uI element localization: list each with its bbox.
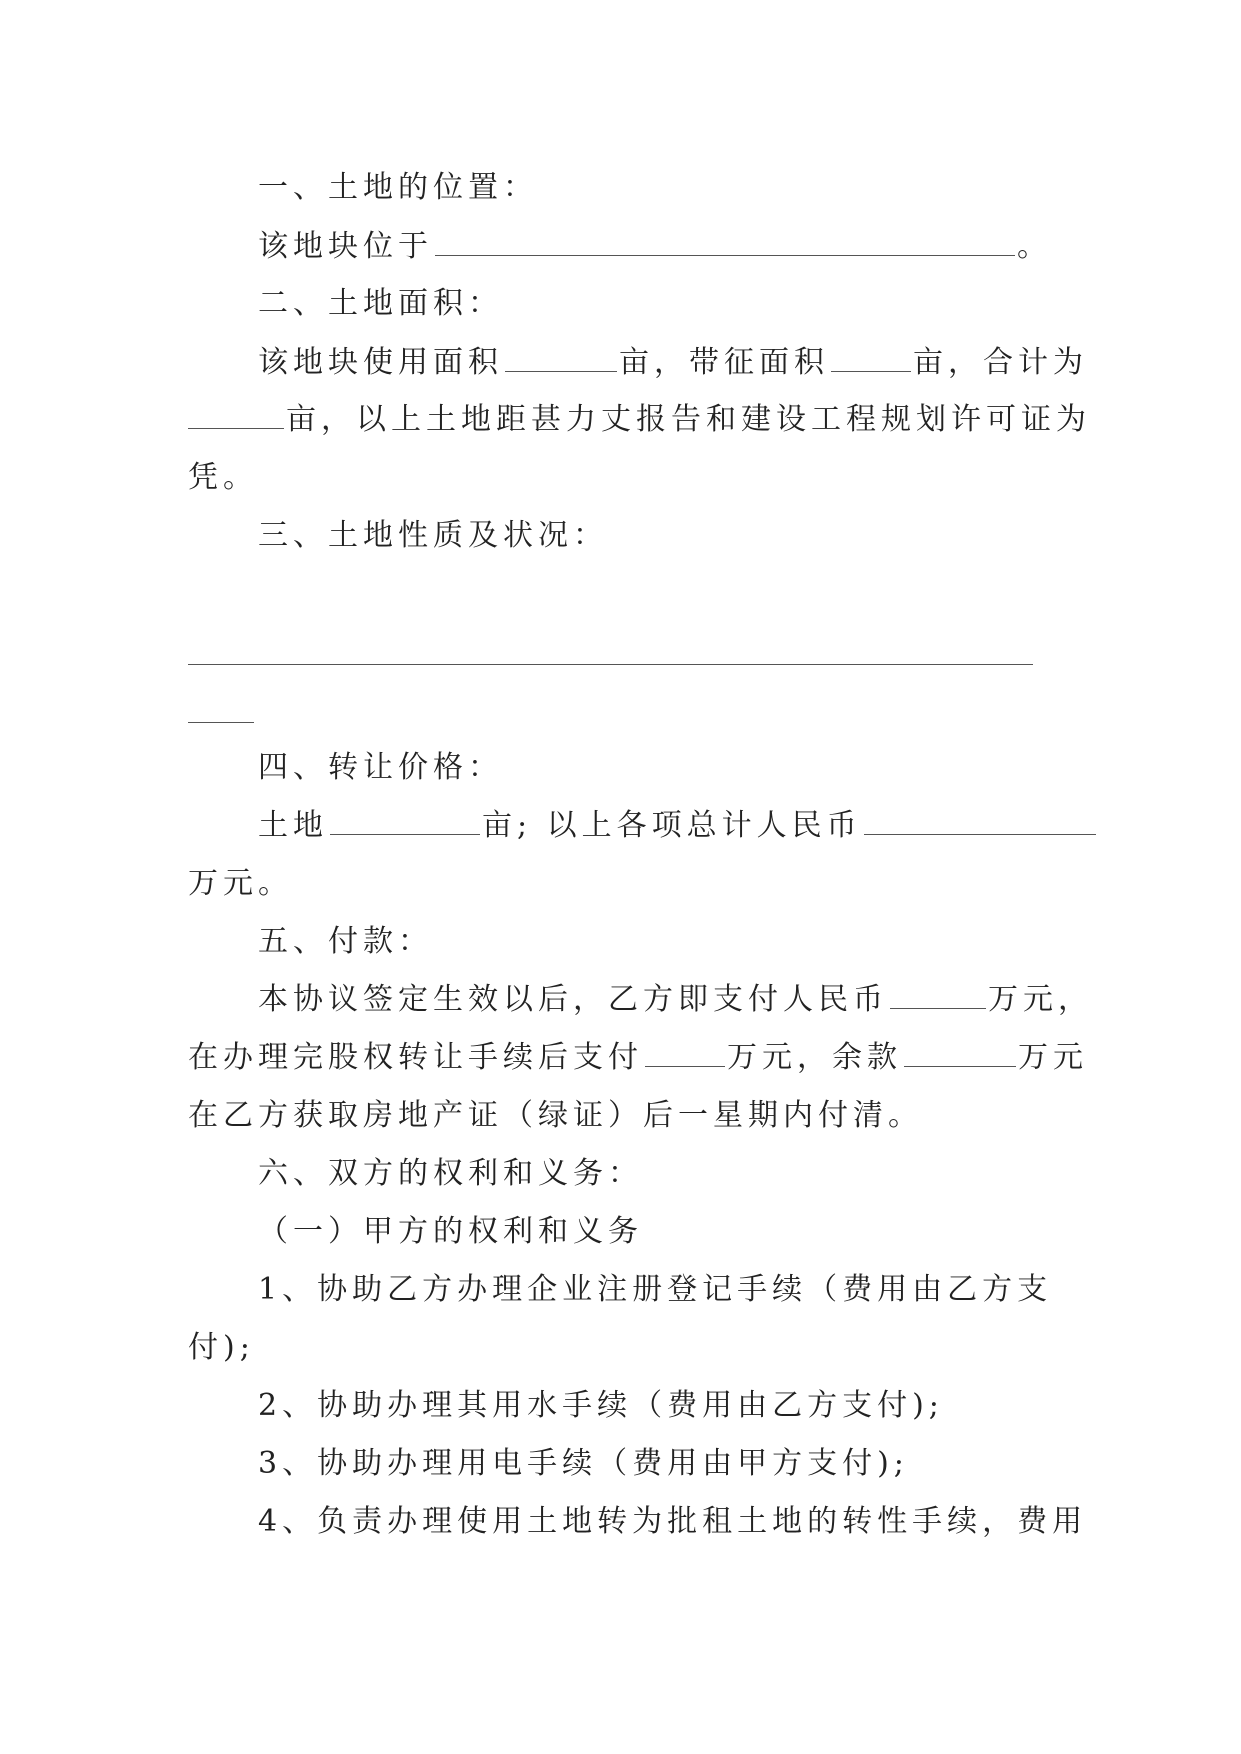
area-total-label: 亩，合计为 bbox=[913, 345, 1088, 380]
price-land-blank bbox=[330, 808, 480, 835]
area-mid: 亩，带征面积 bbox=[619, 345, 829, 380]
party-a-item-2: 2、协助办理其用水手续（费用由乙方支付); bbox=[258, 1388, 944, 1423]
location-line bbox=[258, 227, 1052, 267]
party-a-item-1-cont: 付); bbox=[188, 1330, 255, 1365]
payment-second-label: 在办理完股权转让手续后支付 bbox=[188, 1040, 643, 1075]
party-a-item-1: 1、协助乙方办理企业注册登记手续（费用由乙方支 bbox=[258, 1272, 1053, 1307]
area-line-2 bbox=[188, 400, 1091, 440]
payment-line-1 bbox=[258, 980, 1093, 1020]
price-line-2: 万元。 bbox=[188, 866, 293, 901]
levy-area-blank bbox=[831, 345, 911, 372]
payment-balance-blank bbox=[904, 1040, 1016, 1067]
payment-line-2 bbox=[188, 1038, 1088, 1078]
payment-balance-unit: 万元 bbox=[1018, 1040, 1088, 1075]
payment-first-label: 本协议签定生效以后，乙方即支付人民币 bbox=[258, 982, 888, 1017]
section-4-heading: 四、转让价格： bbox=[258, 750, 503, 785]
use-area-blank bbox=[505, 345, 617, 372]
price-line-1 bbox=[258, 806, 1098, 846]
payment-first-blank bbox=[890, 982, 986, 1009]
payment-line-3: 在乙方获取房地产证（绿证）后一星期内付清。 bbox=[188, 1098, 923, 1133]
section-2-heading: 二、土地面积： bbox=[258, 286, 503, 321]
location-end: 。 bbox=[1017, 229, 1052, 264]
party-a-item-3: 3、协助办理用电手续（费用由甲方支付); bbox=[258, 1446, 909, 1481]
section-3-heading: 三、土地性质及状况： bbox=[258, 518, 608, 553]
payment-second-blank bbox=[645, 1040, 725, 1067]
price-total-blank bbox=[864, 808, 1096, 835]
nature-blank-line-1 bbox=[188, 664, 1033, 665]
section-1-heading: 一、土地的位置： bbox=[258, 170, 538, 205]
location-blank bbox=[435, 229, 1015, 256]
section-6-heading: 六、双方的权利和义务： bbox=[258, 1156, 643, 1191]
area-line-3: 凭。 bbox=[188, 460, 258, 495]
section-5-heading: 五、付款： bbox=[258, 924, 433, 959]
location-label: 该地块位于 bbox=[258, 229, 433, 264]
party-a-heading: （一）甲方的权利和义务 bbox=[258, 1214, 643, 1249]
total-area-blank bbox=[188, 402, 284, 429]
payment-first-unit: 万元， bbox=[988, 982, 1093, 1017]
party-a-item-4: 4、负责办理使用土地转为批租土地的转性手续，费用 bbox=[258, 1504, 1088, 1539]
area-label: 该地块使用面积 bbox=[258, 345, 503, 380]
price-total-label: 亩; 以上各项总计人民币 bbox=[482, 808, 862, 843]
area-basis: 亩，以上土地距甚力丈报告和建设工程规划许可证为 bbox=[286, 402, 1091, 437]
nature-blank-line-2 bbox=[188, 722, 254, 723]
area-line-1 bbox=[258, 343, 1088, 383]
price-land-label: 土地 bbox=[258, 808, 328, 843]
payment-balance-label: 万元，余款 bbox=[727, 1040, 902, 1075]
